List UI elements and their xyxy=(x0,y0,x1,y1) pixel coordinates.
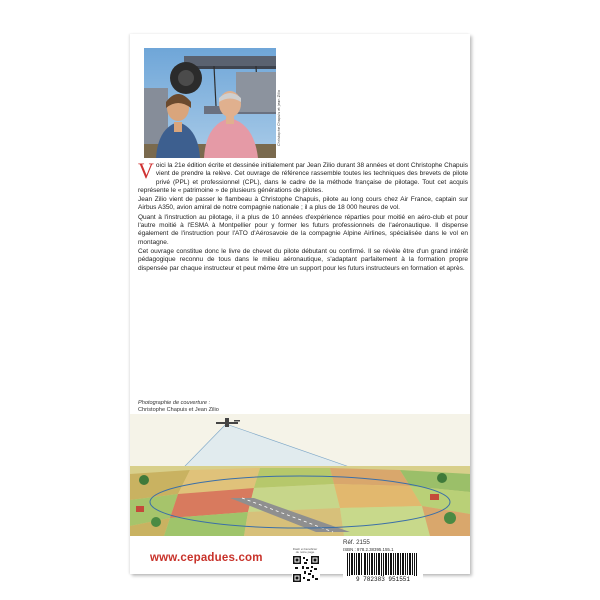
reference-number: Réf. 2155 xyxy=(343,539,370,546)
footer xyxy=(130,538,470,583)
authors-photo-image xyxy=(144,48,276,158)
drop-cap: V xyxy=(138,158,154,183)
publisher-website[interactable]: www.cepadues.com xyxy=(150,552,263,564)
isbn-number: ISBN : 978.2.38395.155.1 xyxy=(343,547,394,552)
book-back-cover xyxy=(130,34,470,583)
cover-photo-credit xyxy=(138,400,219,414)
paragraph-2: Jean Zilio vient de passer le flambeau à Christophe Chapuis, pilote au long cours chez Air France, captain sur Airbus A350, avion amiral de notre compagnie nationale ; il a plus de 18 000 heures de vol. xyxy=(138,196,468,212)
cover-credit-label: Photographie de couverture : xyxy=(138,400,211,406)
authors-photo xyxy=(144,48,276,158)
paragraph-4: Cet ouvrage constitue donc le livre de chevet du pilote débutant ou confirmé. Il se révèle être d'un grand intérêt pédagogique reconnu de tous dans le milieu aéronautique, s'adaptant parfaitement à la formation propre dispensée par chaque instructeur et peut même être un support pour les futurs instructeurs en formation et après. xyxy=(138,247,468,272)
paragraph-1 xyxy=(138,158,468,195)
barcode-digits: 9 782383 951551 xyxy=(343,576,423,583)
cover-credit-names: Christophe Chapuis et Jean Zilio xyxy=(138,407,219,413)
qr-code[interactable] xyxy=(292,555,320,583)
paragraph-1-text: oici la 21e édition écrite et dessinée initialement par Jean Zilio durant 38 années et dont Christophe Chapuis vient de prendre la relève. Cet ouvrage de référence rassemble toutes les techniques des brevets de pilote privé (PPL) et professionnel (CPL), dans le cadre de la méthode française de pilotage. Tout cet acquis représente le « patrimoine » de plusieurs générations de pilotes. xyxy=(138,162,468,194)
qr-code-icon xyxy=(292,555,320,583)
landscape-drawing xyxy=(130,414,470,536)
photo-caption: Christophe Chapuis et Jean Zilio xyxy=(277,89,281,146)
paragraph-3: Quant à l'instruction au pilotage, il a plus de 10 années d'expérience réparties pour moitié en aéro-club et pour l'autre moitié à l'ESMA à Montpellier pour y former les futurs professionnels de l'aéronautique. Il dispense également de l'instruction pour l'ATO d'Aérosavoie de la compagnie Alpine Airlines, spécialisée dans le vol en montagne. xyxy=(138,213,468,246)
barcode xyxy=(343,553,423,583)
description-text xyxy=(138,158,468,274)
traffic-pattern-illustration xyxy=(130,414,470,536)
qr-label: Flash et bénéficier de notre page xyxy=(292,547,318,555)
